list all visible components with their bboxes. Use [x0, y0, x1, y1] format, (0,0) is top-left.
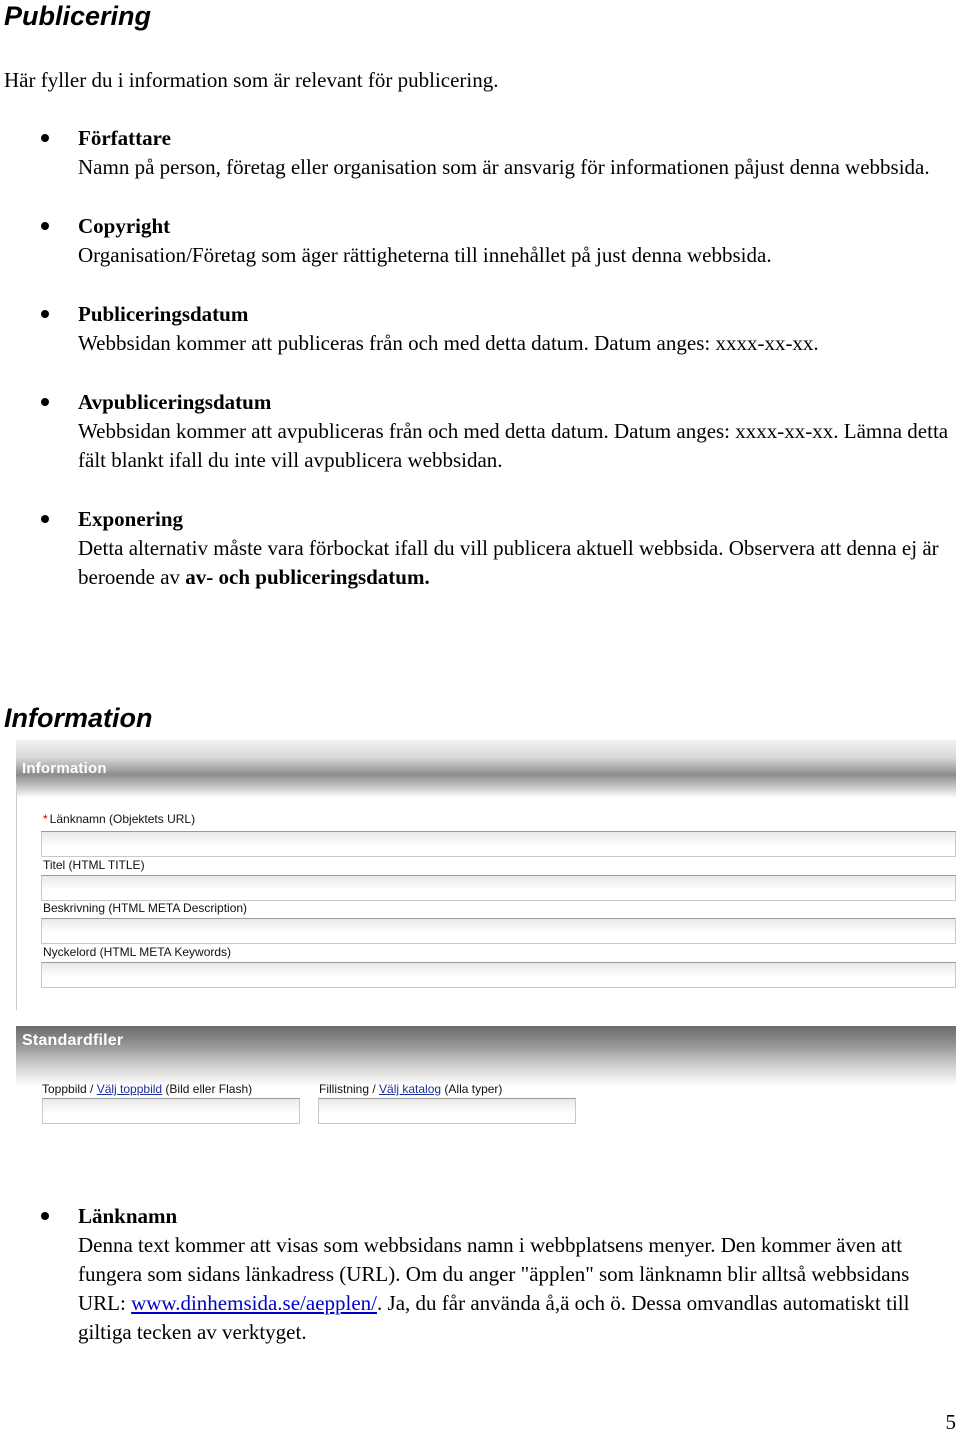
bullet-icon: [41, 310, 49, 318]
field-label-titel: Titel (HTML TITLE): [43, 858, 145, 872]
example-url-link[interactable]: www.dinhemsida.se/aepplen/: [131, 1291, 378, 1315]
item-text: Namn på person, företag eller organisation som är ansvarig för informationen påjust denna webbsida.: [78, 155, 930, 179]
bullet-icon: [41, 398, 49, 406]
page-number: 5: [945, 1410, 956, 1434]
toppbild-input[interactable]: [42, 1098, 300, 1124]
intro-text: Här fyller du i information som är relevant för publicering.: [4, 68, 499, 92]
field-label-text: Länknamn (Objektets URL): [49, 812, 196, 826]
standardfiler-panel-title: Standardfiler: [22, 1032, 124, 1049]
toppbild-label-suffix: (Bild eller Flash): [162, 1082, 253, 1096]
list-item: [0, 300, 960, 358]
item-text: Webbsidan kommer att publiceras från och med detta datum. Datum anges: xxxx-xx-xx.: [78, 331, 819, 355]
item-title: Publiceringsdatum: [78, 302, 249, 326]
item-text-bold: av- och publiceringsdatum.: [185, 565, 430, 589]
toppbild-label-prefix: Toppbild /: [42, 1082, 97, 1096]
item-text: Webbsidan kommer att avpubliceras från och med detta datum. Datum anges: xxxx-xx-xx. Lämna detta fält blankt ifall du inte vill avpublicera webbsidan.: [78, 419, 949, 472]
information-form-screenshot: [16, 740, 956, 1135]
bullet-icon: [41, 134, 49, 142]
field-label-beskrivning: Beskrivning (HTML META Description): [43, 901, 248, 915]
section-heading-publicering: Publicering: [4, 1, 152, 31]
standardfiler-panel-header: [16, 1026, 956, 1086]
item-title: Avpubliceringsdatum: [78, 390, 272, 414]
field-label-nyckelord: Nyckelord (HTML META Keywords): [43, 945, 232, 959]
information-fields: [16, 784, 956, 1010]
item-title: Länknamn: [78, 1204, 178, 1228]
item-text-after: . Ja, du får använda å,ä och ö. Dessa omvandlas automatiskt till giltiga tecken av verktyget.: [78, 1291, 910, 1344]
item-text-main: Detta alternativ måste vara förbockat ifall du vill publicera aktuell webbsida. Observera att denna ej är beroende av: [78, 536, 939, 589]
bullet-icon: [41, 1212, 49, 1220]
information-list: [0, 1202, 960, 1347]
field-label-linknamn: [43, 812, 195, 826]
item-text: [78, 1231, 956, 1347]
beskrivning-input[interactable]: [41, 918, 956, 944]
fillistning-label-prefix: Fillistning /: [319, 1082, 380, 1096]
nyckelord-input[interactable]: [41, 962, 956, 988]
item-title: Författare: [78, 126, 171, 150]
item-text: Organisation/Företag som äger rättigheterna till innehållet på just denna webbsida.: [78, 243, 772, 267]
list-item: [0, 212, 960, 270]
item-text: [78, 534, 956, 592]
titel-input[interactable]: [41, 875, 956, 901]
publicering-list: [0, 124, 960, 592]
fillistning-label-suffix: (Alla typer): [441, 1082, 503, 1096]
list-item: [0, 505, 960, 592]
bullet-icon: [41, 515, 49, 523]
fillistning-input[interactable]: [318, 1098, 576, 1124]
list-item: [0, 1202, 960, 1347]
required-marker: *: [43, 812, 48, 826]
item-title: Copyright: [78, 214, 171, 238]
choose-toppbild-link[interactable]: Välj toppbild: [96, 1082, 163, 1096]
information-panel-title: Information: [22, 760, 107, 777]
bullet-icon: [41, 222, 49, 230]
field-label-fillistning: [319, 1082, 502, 1096]
section-heading-information: Information: [4, 703, 153, 733]
choose-katalog-link[interactable]: Välj katalog: [379, 1082, 442, 1096]
linknamn-input[interactable]: [41, 831, 956, 857]
list-item: [0, 388, 960, 475]
field-label-toppbild: [42, 1082, 252, 1096]
list-item: [0, 124, 960, 182]
item-text-before: Denna text kommer att visas som webbsidans namn i webbplatsens menyer. Den kommer även att fungera som sidans länkadress (URL). Om du anger "äpplen" som länknamn blir alltså webbsidans URL:: [78, 1233, 910, 1315]
item-title: Exponering: [78, 507, 184, 531]
